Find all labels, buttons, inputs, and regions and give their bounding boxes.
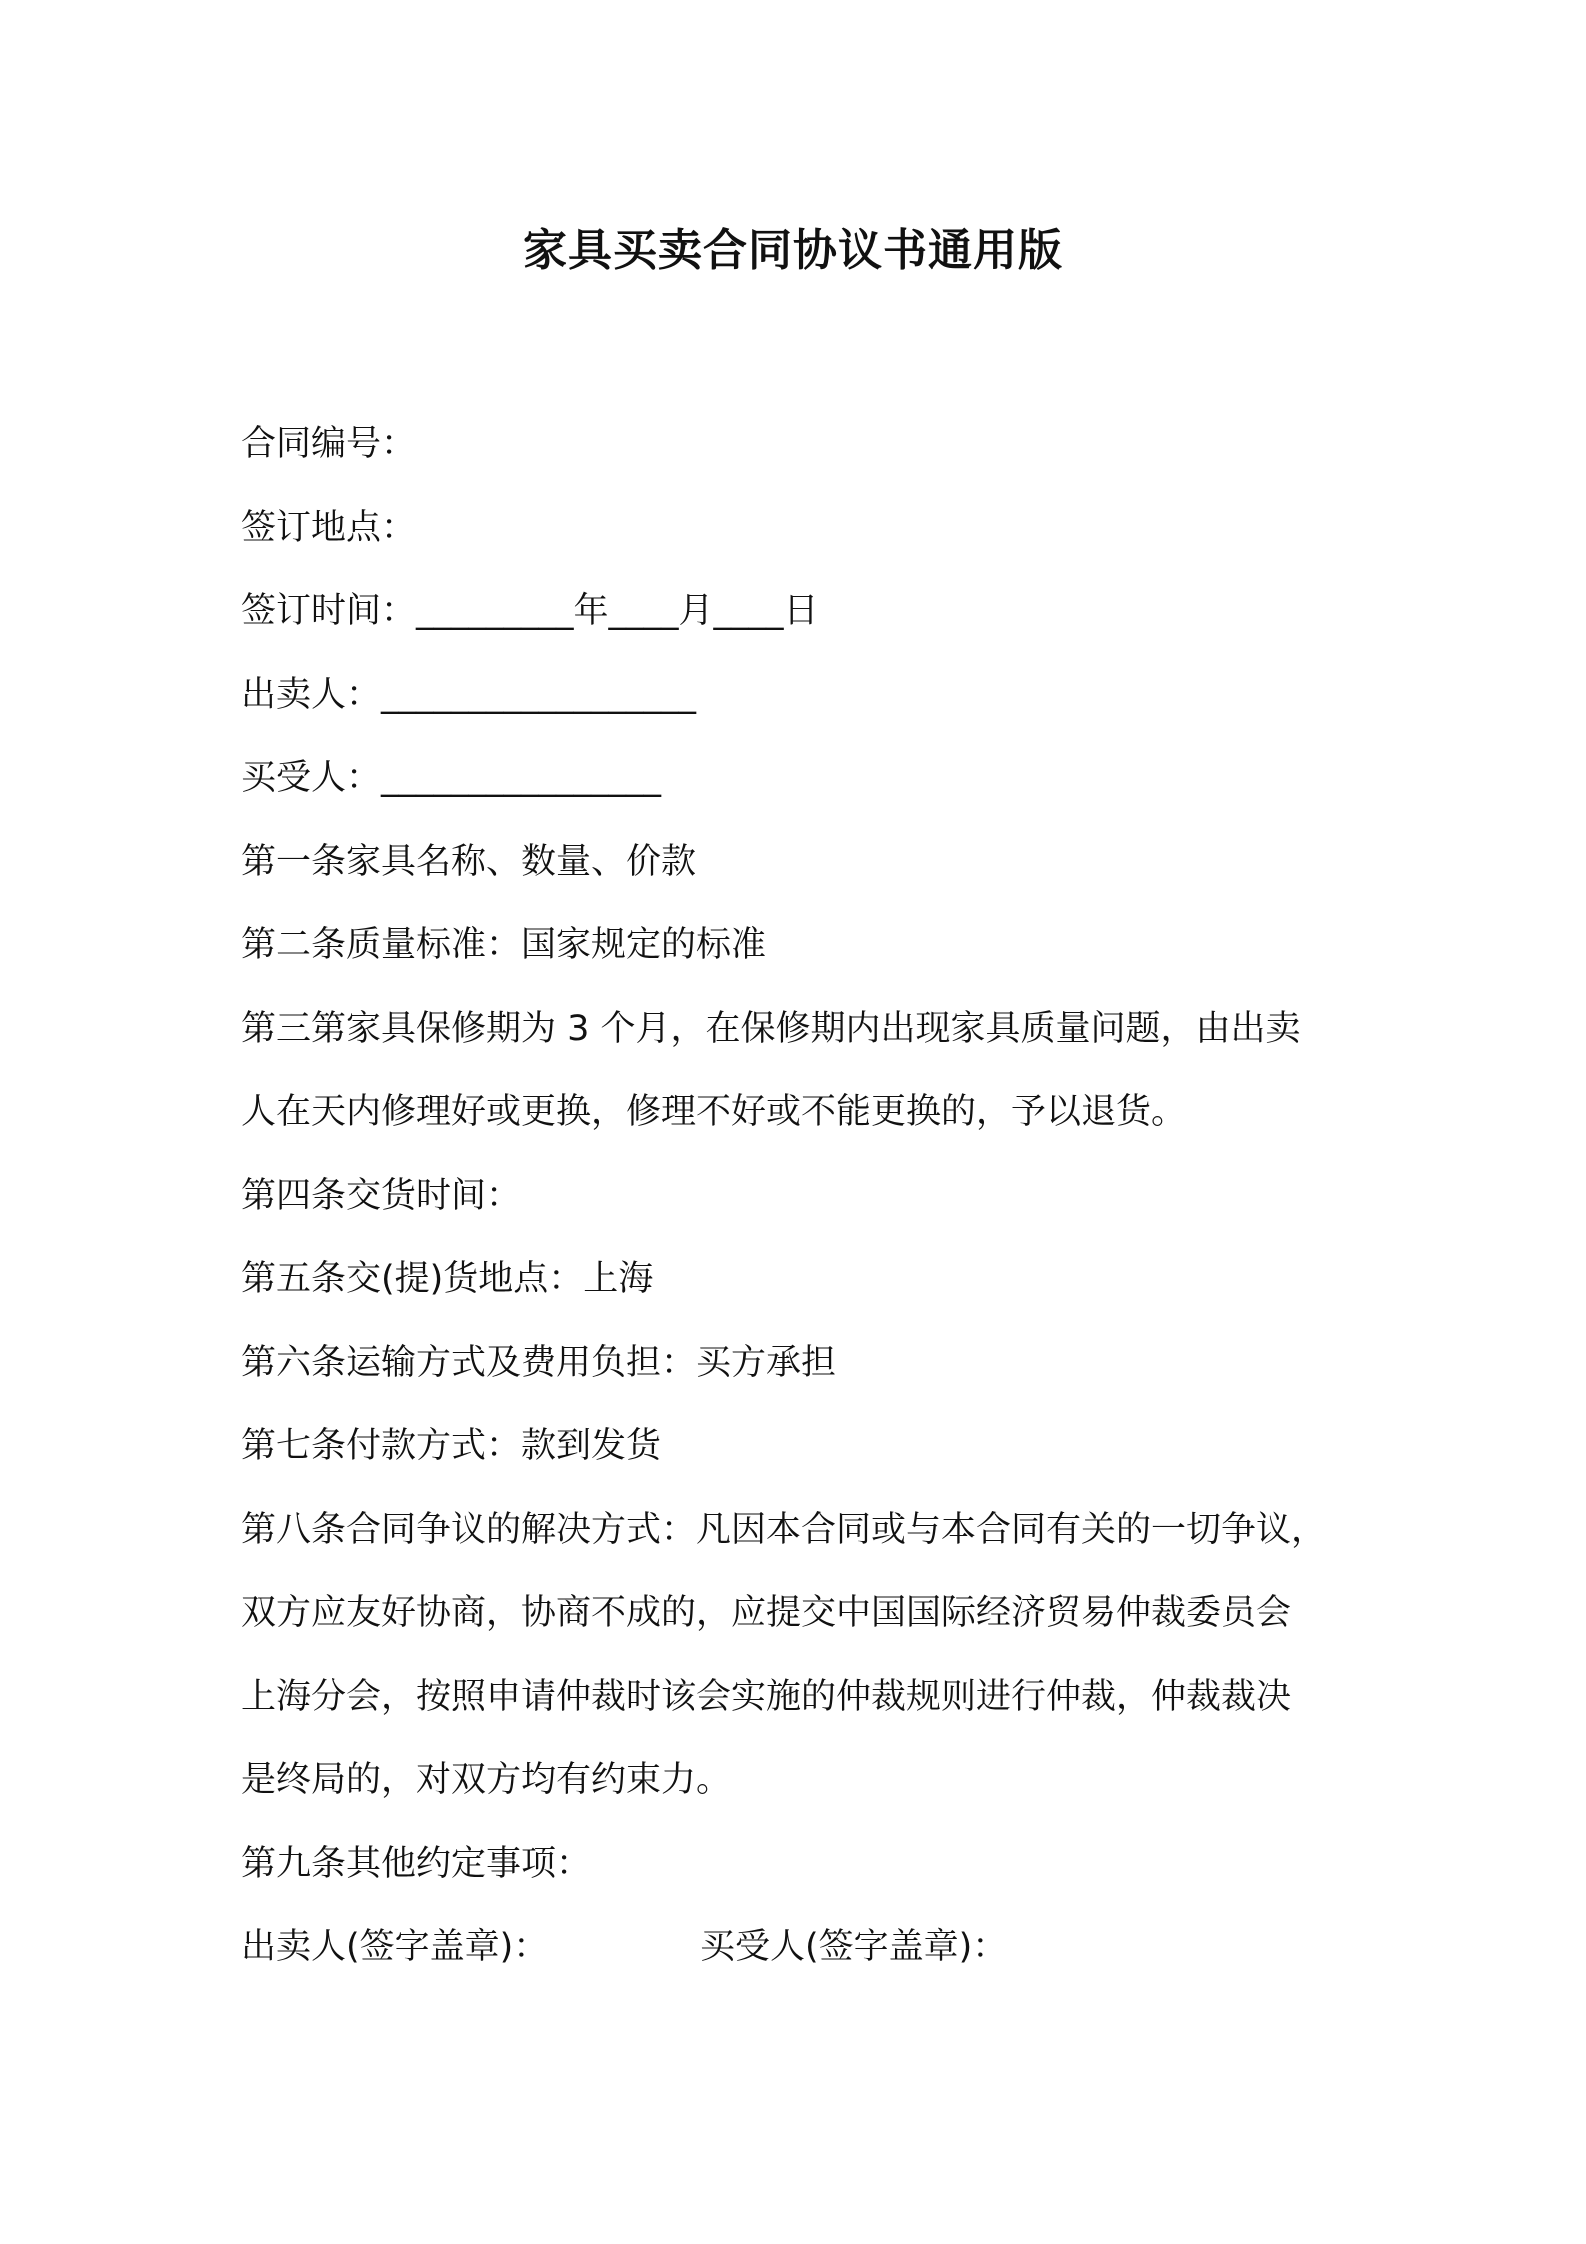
article-8-line-3: 上海分会，按照申请仲裁时该会实施的仲裁规则进行仲裁，仲裁裁决 <box>241 1676 1292 1717</box>
buyer-signature-label: 买受人(签字盖章)： <box>700 1927 1008 1967</box>
article-8-line-1: 第八条合同争议的解决方式：凡因本合同或与本合同有关的一切争议， <box>241 1509 1327 1550</box>
article-3-line-1: 第三第家具保修期为 3 个月，在保修期内出现家具质量问题，由出卖 <box>241 1008 1301 1049</box>
seller-signature-label: 出卖人(签字盖章)： <box>241 1927 549 1967</box>
article-4: 第四条交货时间： <box>241 1175 522 1216</box>
document-title: 家具买卖合同协议书通用版 <box>523 225 1063 276</box>
article-8-line-2: 双方应友好协商，协商不成的，应提交中国国际经济贸易仲裁委员会 <box>241 1593 1292 1633</box>
article-3-line-2: 人在天内修理好或更换，修理不好或不能更换的，予以退货。 <box>241 1092 1187 1132</box>
article-9: 第九条其他约定事项： <box>241 1843 592 1884</box>
contract-number-line: 合同编号： <box>241 424 417 464</box>
seller-line: 出卖人：__________________ <box>241 674 697 715</box>
signature-row <box>241 1906 1381 1990</box>
article-5: 第五条交(提)货地点：上海 <box>241 1259 654 1299</box>
article-8-line-4: 是终局的，对双方均有约束力。 <box>241 1760 732 1800</box>
document-body <box>241 403 1381 1990</box>
signing-time-line: 签订时间：_________年____月____日 <box>241 591 819 631</box>
buyer-line: 买受人：________________ <box>241 758 662 798</box>
signing-place-line: 签订地点： <box>241 507 417 548</box>
article-7: 第七条付款方式：款到发货 <box>241 1426 662 1466</box>
article-1: 第一条家具名称、数量、价款 <box>241 841 697 882</box>
article-2: 第二条质量标准：国家规定的标准 <box>241 925 767 965</box>
article-6: 第六条运输方式及费用负担：买方承担 <box>241 1342 837 1383</box>
